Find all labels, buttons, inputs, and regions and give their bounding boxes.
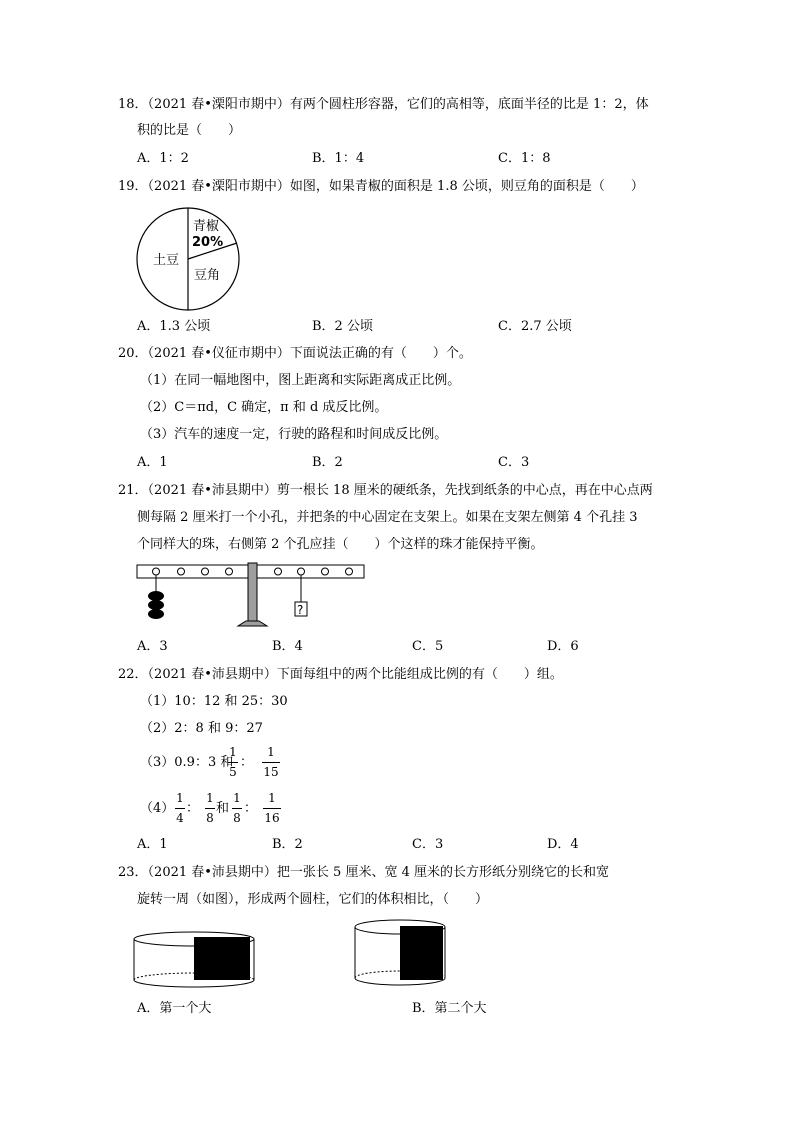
q20-option-b: B．2 bbox=[312, 455, 343, 470]
q18-option-b: B．1：4 bbox=[312, 151, 365, 166]
q18-option-c: C．1：8 bbox=[498, 151, 551, 166]
fraction-numerator: 1 bbox=[233, 791, 241, 805]
strip-hole bbox=[346, 568, 353, 575]
q23-line1: 23．（2021 春•沛县期中）把一张长 5 厘米、宽 4 厘米的长方形纸分别绕它的长和宽 bbox=[118, 865, 609, 880]
strip-hole bbox=[153, 568, 160, 575]
q19-option-c: C．2.7 公顷 bbox=[498, 319, 572, 334]
q19-line1: 19．（2021 春•溧阳市期中）如图，如果青椒的面积是 1.8 公顷，则豆角的面积是（ ） bbox=[118, 179, 644, 194]
stand-pole bbox=[248, 563, 257, 621]
and-word: 和 bbox=[216, 801, 230, 816]
pie-chart-figure bbox=[133, 204, 243, 314]
strip-hole bbox=[298, 568, 305, 575]
pie-label-percent: 20% bbox=[192, 235, 224, 250]
q20-item1: （1）在同一幅地图中，图上距离和实际距离成正比例。 bbox=[140, 373, 461, 388]
q23-line2: 旋转一周（如图），形成两个圆柱，它们的体积相比，（ ） bbox=[137, 892, 489, 907]
q18-line2: 积的比是（ ） bbox=[137, 123, 242, 138]
ratio-colon: ： bbox=[244, 801, 258, 816]
q22-line1: 22．（2021 春•沛县期中）下面每组中的两个比能组成比例的有（ ）组。 bbox=[118, 667, 563, 682]
fraction-bar bbox=[232, 808, 242, 809]
fraction-numerator: 1 bbox=[268, 791, 276, 805]
fraction-denominator: 16 bbox=[264, 811, 280, 825]
q20-line1: 20．（2021 春•仪征市期中）下面说法正确的有（ ）个。 bbox=[118, 346, 472, 361]
fraction-numerator: 1 bbox=[267, 745, 275, 759]
q19-option-a: A．1.3 公顷 bbox=[137, 319, 211, 334]
rectangle-paper bbox=[194, 937, 250, 980]
pie-label-potato: 土豆 bbox=[153, 253, 180, 268]
fraction-numerator: 1 bbox=[176, 791, 184, 805]
fraction-bar bbox=[262, 762, 280, 763]
strip-hole bbox=[322, 568, 329, 575]
bead bbox=[148, 591, 164, 601]
pie-label-pepper: 青椒 bbox=[193, 219, 220, 234]
fraction-denominator: 4 bbox=[176, 811, 184, 825]
q20-option-c: C．3 bbox=[498, 455, 530, 470]
fraction-bar bbox=[263, 808, 281, 809]
fraction-denominator: 5 bbox=[229, 765, 237, 779]
fraction-bar bbox=[228, 762, 238, 763]
q22-option-d: D．4 bbox=[547, 837, 579, 852]
pie-label-beans: 豆角 bbox=[194, 268, 221, 283]
q21-line3: 个同样大的珠，右侧第 2 个孔应挂（ ）个这样的珠才能保持平衡。 bbox=[137, 537, 544, 552]
fraction-denominator: 15 bbox=[263, 765, 279, 779]
fraction-numerator: 1 bbox=[206, 791, 214, 805]
q22-item1: （1）10：12 和 25：30 bbox=[140, 694, 288, 709]
fraction-denominator: 8 bbox=[233, 811, 241, 825]
cylinder-figure-1 bbox=[132, 922, 256, 994]
q20-item2: （2）C＝πd，C 确定，π 和 d 成反比例。 bbox=[140, 400, 388, 415]
q22-option-a: A．1 bbox=[137, 837, 168, 852]
q21-line2: 侧每隔 2 厘米打一个小孔，并把条的中心固定在支架上。如果在支架左侧第 4 个孔挂 3 bbox=[137, 510, 638, 525]
fraction-bar bbox=[175, 808, 185, 809]
q22-option-b: B．2 bbox=[272, 837, 303, 852]
q22-item3-prefix: （3）0.9：3 和 bbox=[140, 755, 234, 770]
ratio-colon: ： bbox=[186, 801, 200, 816]
q22-option-c: C．3 bbox=[412, 837, 444, 852]
strip-hole bbox=[226, 568, 233, 575]
unknown-label: ? bbox=[297, 603, 304, 617]
bead bbox=[148, 600, 164, 610]
q23-option-a: A．第一个大 bbox=[137, 1001, 212, 1016]
stand-base bbox=[238, 621, 267, 626]
ratio-colon: ： bbox=[240, 755, 254, 770]
q20-option-a: A．1 bbox=[137, 455, 168, 470]
q19-option-b: B．2 公顷 bbox=[312, 319, 373, 334]
q21-line1: 21．（2021 春•沛县期中）剪一根长 18 厘米的硬纸条，先找到纸条的中心点，再在中心点两 bbox=[118, 483, 653, 498]
rectangle-paper bbox=[400, 926, 443, 980]
fraction-denominator: 8 bbox=[206, 811, 214, 825]
fraction-numerator: 1 bbox=[229, 745, 237, 759]
q20-item3: （3）汽车的速度一定，行驶的路程和时间成反比例。 bbox=[140, 427, 448, 442]
cylinder-bottom-front bbox=[134, 980, 254, 987]
q18-line1: 18．（2021 春•溧阳市期中）有两个圆柱形容器，它们的高相等，底面半径的比是 1：2，体 bbox=[118, 97, 649, 112]
balance-figure bbox=[135, 560, 367, 630]
q21-option-a: A．3 bbox=[137, 639, 168, 654]
cylinder-figure-2 bbox=[353, 916, 449, 988]
q22-item2: （2）2：8 和 9：27 bbox=[140, 721, 263, 736]
q23-option-b: B．第二个大 bbox=[412, 1001, 487, 1016]
strip-hole bbox=[178, 568, 185, 575]
bead bbox=[148, 609, 164, 619]
strip-hole bbox=[202, 568, 209, 575]
fraction-bar bbox=[205, 808, 215, 809]
q22-item4-prefix: （4） bbox=[140, 801, 175, 816]
q21-option-d: D．6 bbox=[547, 639, 579, 654]
strip-hole bbox=[275, 568, 282, 575]
q21-option-c: C．5 bbox=[412, 639, 444, 654]
q21-option-b: B．4 bbox=[272, 639, 303, 654]
q18-option-a: A．1：2 bbox=[137, 151, 189, 166]
